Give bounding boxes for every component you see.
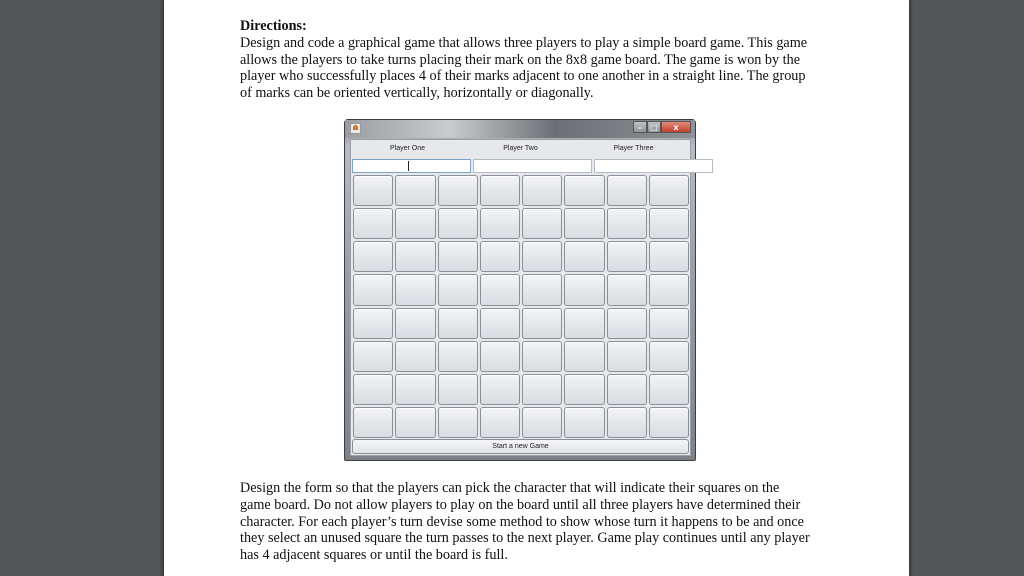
board-cell-4-1[interactable] bbox=[395, 308, 435, 339]
board-cell-4-6[interactable] bbox=[607, 308, 647, 339]
board-cell-6-2[interactable] bbox=[438, 374, 478, 405]
board-cell-2-6[interactable] bbox=[607, 241, 647, 272]
directions-section bbox=[240, 18, 810, 102]
board-cell-7-5[interactable] bbox=[564, 407, 604, 438]
board-cell-6-4[interactable] bbox=[522, 374, 562, 405]
board-cell-4-3[interactable] bbox=[480, 308, 520, 339]
board-cell-1-5[interactable] bbox=[564, 208, 604, 239]
board-cell-3-7[interactable] bbox=[649, 274, 689, 305]
board-cell-6-6[interactable] bbox=[607, 374, 647, 405]
board-cell-7-0[interactable] bbox=[353, 407, 393, 438]
board-cell-2-4[interactable] bbox=[522, 241, 562, 272]
board-cell-0-1[interactable] bbox=[395, 175, 435, 206]
board-cell-4-4[interactable] bbox=[522, 308, 562, 339]
board-cell-3-4[interactable] bbox=[522, 274, 562, 305]
board-cell-1-0[interactable] bbox=[353, 208, 393, 239]
board-cell-6-7[interactable] bbox=[649, 374, 689, 405]
board-cell-5-2[interactable] bbox=[438, 341, 478, 372]
board-cell-3-5[interactable] bbox=[564, 274, 604, 305]
player-two-label: Player Two bbox=[503, 145, 538, 152]
board-cell-2-5[interactable] bbox=[564, 241, 604, 272]
board-cell-7-7[interactable] bbox=[649, 407, 689, 438]
minimize-button[interactable]: – bbox=[633, 121, 647, 133]
board-cell-4-2[interactable] bbox=[438, 308, 478, 339]
board-cell-0-4[interactable] bbox=[522, 175, 562, 206]
form-design-paragraph bbox=[240, 480, 810, 564]
board-cell-6-5[interactable] bbox=[564, 374, 604, 405]
board-cell-2-0[interactable] bbox=[353, 241, 393, 272]
board-cell-7-3[interactable] bbox=[480, 407, 520, 438]
board-cell-3-1[interactable] bbox=[395, 274, 435, 305]
board-cell-0-6[interactable] bbox=[607, 175, 647, 206]
board-cell-2-3[interactable] bbox=[480, 241, 520, 272]
game-board bbox=[353, 175, 689, 438]
player-one-label: Player One bbox=[389, 145, 426, 152]
board-cell-2-1[interactable] bbox=[395, 241, 435, 272]
board-cell-5-4[interactable] bbox=[522, 341, 562, 372]
board-cell-7-4[interactable] bbox=[522, 407, 562, 438]
player-two-input[interactable] bbox=[473, 159, 592, 173]
board-cell-5-3[interactable] bbox=[480, 341, 520, 372]
board-cell-5-1[interactable] bbox=[395, 341, 435, 372]
board-cell-5-0[interactable] bbox=[353, 341, 393, 372]
board-cell-1-4[interactable] bbox=[522, 208, 562, 239]
board-cell-2-2[interactable] bbox=[438, 241, 478, 272]
close-button[interactable]: x bbox=[661, 121, 691, 133]
player-three-label: Player Three bbox=[613, 145, 654, 152]
board-cell-1-6[interactable] bbox=[607, 208, 647, 239]
board-cell-0-0[interactable] bbox=[353, 175, 393, 206]
board-cell-1-7[interactable] bbox=[649, 208, 689, 239]
text-caret bbox=[408, 161, 409, 171]
board-cell-7-6[interactable] bbox=[607, 407, 647, 438]
board-cell-0-2[interactable] bbox=[438, 175, 478, 206]
board-cell-6-3[interactable] bbox=[480, 374, 520, 405]
directions-heading: Directions: bbox=[240, 18, 307, 34]
board-cell-4-0[interactable] bbox=[353, 308, 393, 339]
board-cell-5-5[interactable] bbox=[564, 341, 604, 372]
board-cell-3-2[interactable] bbox=[438, 274, 478, 305]
player-labels bbox=[351, 140, 690, 158]
board-cell-0-3[interactable] bbox=[480, 175, 520, 206]
java-icon bbox=[350, 123, 361, 134]
board-cell-0-5[interactable] bbox=[564, 175, 604, 206]
board-cell-1-1[interactable] bbox=[395, 208, 435, 239]
maximize-button[interactable]: □ bbox=[647, 121, 661, 133]
directions-paragraph: Design and code a graphical game that allows three players to play a simple board game. This game allows the players to take turns placing their mark on the 8x8 game board. The game is won by the player who successfully places 4 of their marks adjacent to one another in a straight line. The group of marks can be oriented vertically, horizontally or diagonally. bbox=[240, 34, 808, 102]
board-cell-4-7[interactable] bbox=[649, 308, 689, 339]
game-window bbox=[344, 119, 696, 461]
board-cell-1-3[interactable] bbox=[480, 208, 520, 239]
window-controls bbox=[633, 121, 691, 133]
board-cell-6-0[interactable] bbox=[353, 374, 393, 405]
board-cell-7-2[interactable] bbox=[438, 407, 478, 438]
window-content bbox=[350, 139, 691, 456]
player-fields bbox=[352, 159, 689, 173]
board-cell-4-5[interactable] bbox=[564, 308, 604, 339]
board-cell-0-7[interactable] bbox=[649, 175, 689, 206]
board-cell-3-3[interactable] bbox=[480, 274, 520, 305]
window-titlebar[interactable] bbox=[345, 120, 695, 138]
board-cell-5-6[interactable] bbox=[607, 341, 647, 372]
board-cell-3-6[interactable] bbox=[607, 274, 647, 305]
board-cell-5-7[interactable] bbox=[649, 341, 689, 372]
board-cell-1-2[interactable] bbox=[438, 208, 478, 239]
player-one-input[interactable] bbox=[352, 159, 471, 173]
paragraph-2: Design the form so that the players can pick the character that will indicate their squares on the game board. Do not allow players to play on the board until all three players have determined their character. For each player’s turn devise some method to show whose turn it happens to be and once they select an unused square the turn passes to the next player. Game play continues until any player has 4 adjacent squares or until the board is full. bbox=[240, 480, 810, 564]
board-cell-6-1[interactable] bbox=[395, 374, 435, 405]
start-new-game-button[interactable]: Start a new Game bbox=[352, 439, 689, 454]
player-three-input[interactable] bbox=[594, 159, 713, 173]
board-cell-3-0[interactable] bbox=[353, 274, 393, 305]
board-cell-7-1[interactable] bbox=[395, 407, 435, 438]
board-cell-2-7[interactable] bbox=[649, 241, 689, 272]
